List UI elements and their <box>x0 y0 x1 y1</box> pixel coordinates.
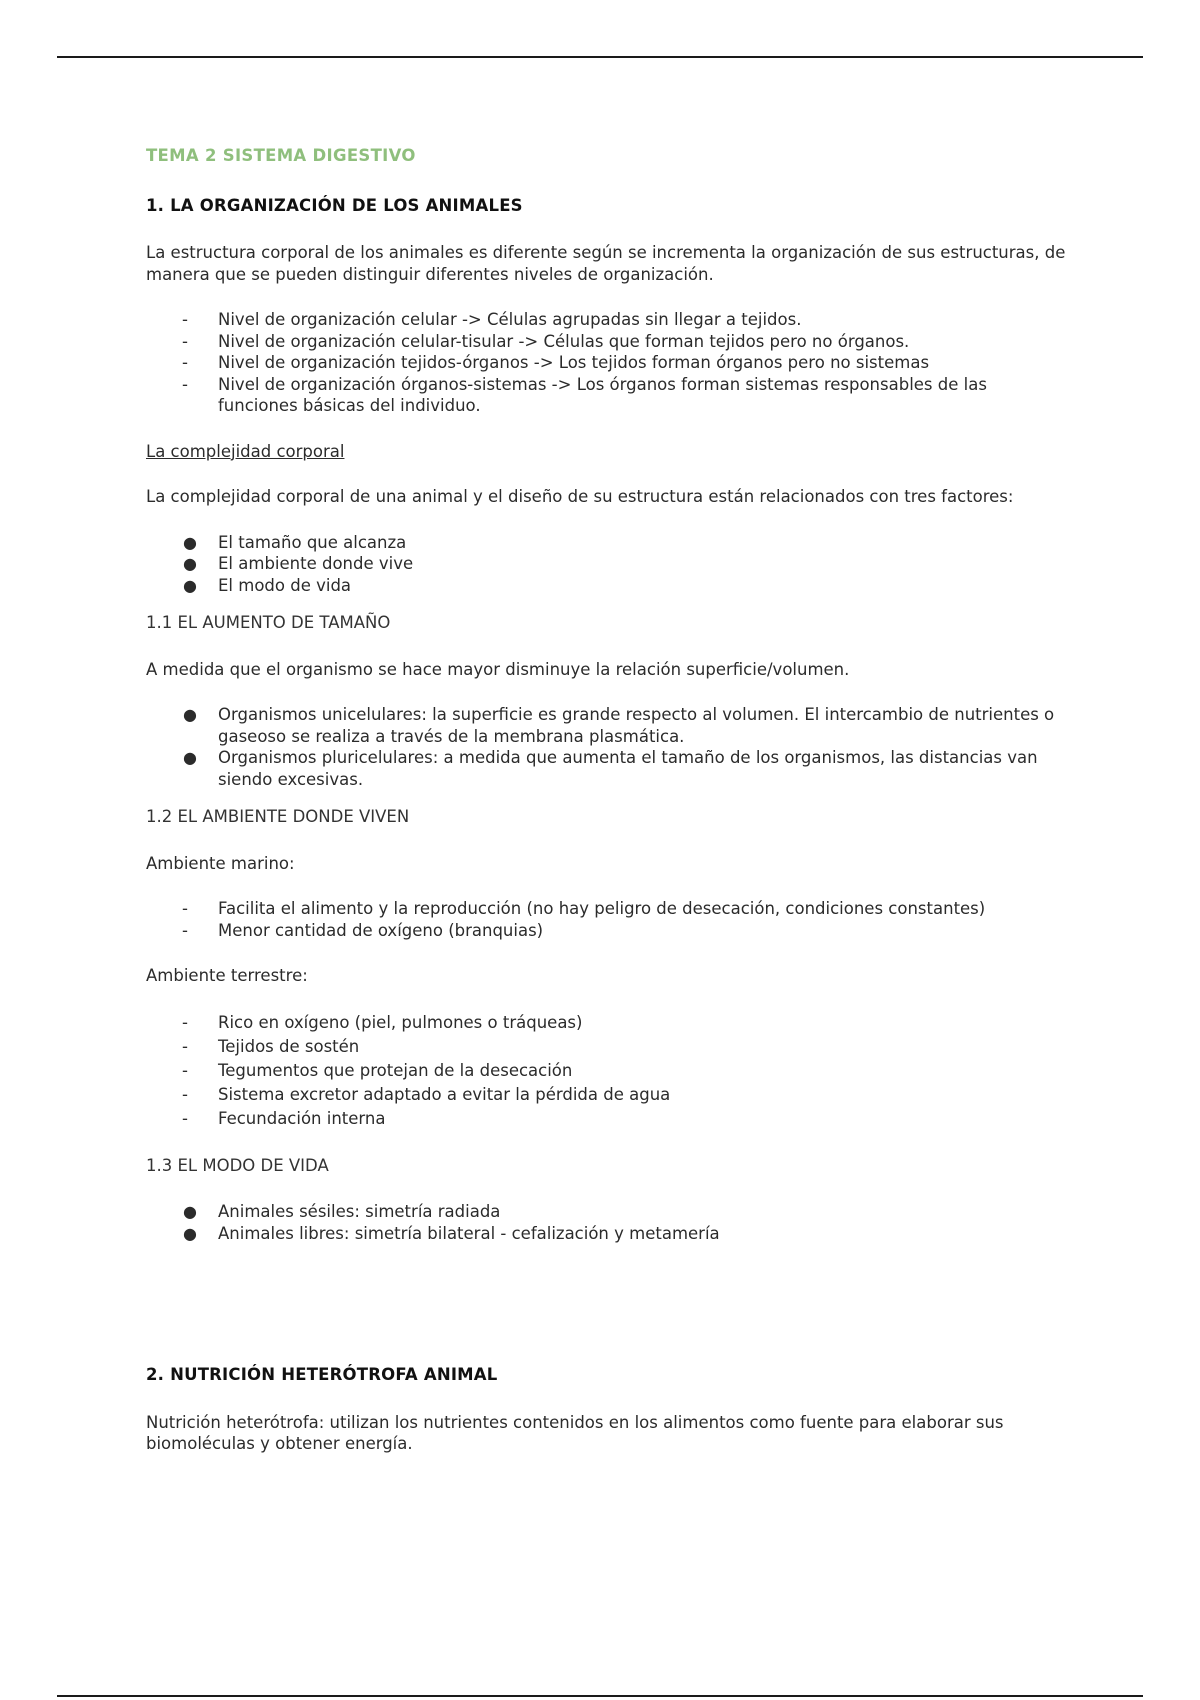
list-item: ● Animales libres: simetría bilateral - cefalización y metamería <box>183 1223 720 1243</box>
dash-marker: - <box>182 353 188 372</box>
bullet-marker: ● <box>183 532 197 552</box>
list-item: - Menor cantidad de oxígeno (branquias) <box>182 920 544 940</box>
factors-list <box>146 532 1066 597</box>
bullet-marker: ● <box>183 748 197 767</box>
complexity-text: La complejidad corporal de una animal y el diseño de su estructura están relacionados con tres factores: <box>146 487 1014 506</box>
terrestrial-label: Ambiente terrestre: <box>146 966 308 985</box>
list-item: - Tejidos de sostén <box>146 1035 1066 1059</box>
bullet-marker: ● <box>183 575 197 595</box>
bullet-marker: ● <box>183 1202 197 1221</box>
footer-rule <box>57 1695 1143 1697</box>
section-1-1-text: A medida que el organismo se hace mayor disminuye la relación superficie/volumen. <box>146 659 850 679</box>
section-2-heading: 2. NUTRICIÓN HETERÓTROFA ANIMAL <box>146 1365 498 1384</box>
list-item: ● El modo de vida <box>183 575 352 595</box>
marine-label: Ambiente marino: <box>146 853 295 873</box>
marine-list <box>146 898 1066 941</box>
section-1-2-heading: 1.2 EL AMBIENTE DONDE VIVEN <box>146 807 410 826</box>
list-item: - Rico en oxígeno (piel, pulmones o tráqueas) <box>146 1011 1066 1035</box>
list-item: ● El ambiente donde vive <box>183 554 414 573</box>
list-item: - Fecundación interna <box>146 1107 1066 1131</box>
dash-marker: - <box>182 310 188 329</box>
list-item: - Nivel de organización celular -> Células agrupadas sin llegar a tejidos. <box>182 310 802 329</box>
list-item: - Facilita el alimento y la reproducción (no hay peligro de desecación, condiciones constantes) <box>182 899 986 918</box>
dash-marker: - <box>182 920 188 940</box>
organization-levels-list <box>146 309 1066 417</box>
dash-marker: - <box>182 899 188 918</box>
list-item: ● El tamaño que alcanza <box>183 532 407 552</box>
list-item: - Nivel de organización celular-tisular -> Células que forman tejidos pero no órganos. <box>182 331 910 351</box>
dash-marker: - <box>182 1084 188 1104</box>
dash-marker: - <box>182 374 188 394</box>
life-mode-list <box>146 1201 1066 1244</box>
list-item: - Nivel de organización tejidos-órganos -> Los tejidos forman órganos pero no sistemas <box>182 353 930 372</box>
section-1-3-heading: 1.3 EL MODO DE VIDA <box>146 1155 329 1175</box>
bullet-marker: ● <box>183 705 197 724</box>
section-2-text: Nutrición heterótrofa: utilizan los nutrientes contenidos en los alimentos como fuente para elaborar sus biomoléculas y obtener energía. <box>146 1412 1004 1453</box>
list-item: ● Organismos pluricelulares: a medida que aumenta el tamaño de los organismos, las distancias van siendo excesivas. <box>183 748 1038 789</box>
terrestrial-list <box>146 1011 1066 1131</box>
section-1-heading: 1. LA ORGANIZACIÓN DE LOS ANIMALES <box>146 195 523 215</box>
complexity-subtitle: La complejidad corporal <box>146 441 345 461</box>
section-spacer <box>146 1268 1066 1364</box>
list-item: - Nivel de organización órganos-sistemas -> Los órganos forman sistemas responsables de las funciones básicas del individuo. <box>182 374 987 415</box>
section-1-intro: La estructura corporal de los animales es diferente según se incrementa la organización de sus estructuras, de manera que se pueden distinguir diferentes niveles de organización. <box>146 243 1066 284</box>
dash-marker: - <box>182 331 188 351</box>
dash-marker: - <box>182 1036 188 1056</box>
document-body <box>146 145 1066 1479</box>
dash-marker: - <box>182 1012 188 1032</box>
list-item: ● Animales sésiles: simetría radiada <box>183 1202 501 1221</box>
list-item: ● Organismos unicelulares: la superficie es grande respecto al volumen. El intercambio de nutrientes o gaseoso se realiza a través de la membrana plasmática. <box>183 705 1055 746</box>
dash-marker: - <box>182 1108 188 1128</box>
list-item: - Tegumentos que protejan de la desecación <box>146 1059 1066 1083</box>
section-1-1-heading: 1.1 EL AUMENTO DE TAMAÑO <box>146 613 391 632</box>
bullet-marker: ● <box>183 554 197 573</box>
document-title: TEMA 2 SISTEMA DIGESTIVO <box>146 146 416 165</box>
dash-marker: - <box>182 1060 188 1080</box>
size-list <box>146 704 1066 790</box>
list-item: - Sistema excretor adaptado a evitar la pérdida de agua <box>146 1083 1066 1107</box>
header-rule <box>57 56 1143 58</box>
bullet-marker: ● <box>183 1223 197 1243</box>
